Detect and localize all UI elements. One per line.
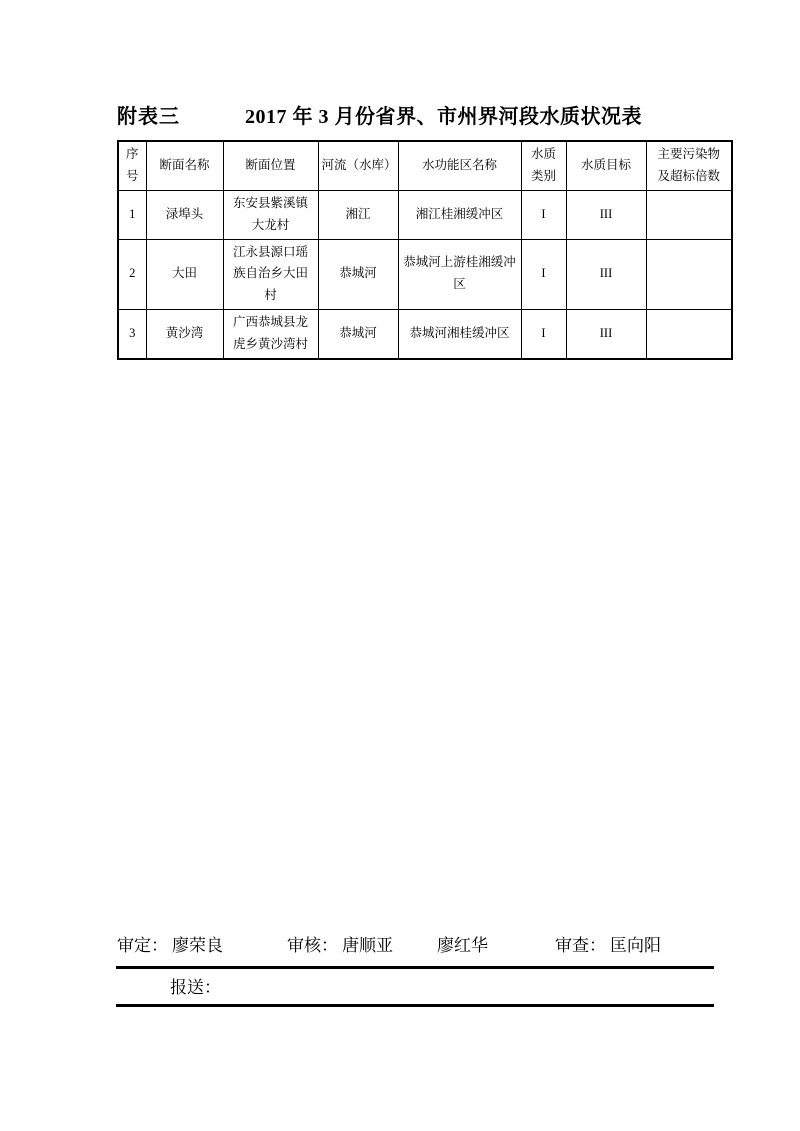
table-row	[118, 310, 732, 359]
report-to-row	[170, 973, 221, 998]
divider-line-bottom	[116, 1004, 714, 1007]
cell-serial: 2	[118, 239, 146, 310]
signature-row	[117, 931, 731, 955]
cell-water-target: III	[566, 239, 646, 310]
approver-shencha	[555, 931, 661, 956]
approver-name: 匡向阳	[610, 936, 661, 955]
table-row	[118, 239, 732, 310]
col-header-section-name: 断面名称	[146, 141, 223, 190]
cell-water-target: III	[566, 310, 646, 359]
table-row	[118, 190, 732, 239]
col-header-section-location: 断面位置	[223, 141, 318, 190]
report-to-label: 报送：	[170, 978, 221, 997]
approver-label: 审核：	[287, 936, 338, 955]
cell-section-location: 东安县紫溪镇大龙村	[223, 190, 318, 239]
col-header-water-target: 水质目标	[566, 141, 646, 190]
divider-line-top	[116, 966, 714, 969]
cell-section-name: 黄沙湾	[146, 310, 223, 359]
cell-section-location: 江永县源口瑶族自治乡大田村	[223, 239, 318, 310]
approver-name: 廖红华	[437, 936, 488, 955]
cell-water-class: I	[521, 239, 566, 310]
cell-pollutants	[646, 310, 732, 359]
approver-name: 唐顺亚	[342, 936, 393, 955]
approver-shenhe-second	[433, 931, 488, 956]
approver-label: 审定：	[117, 936, 168, 955]
cell-pollutants	[646, 190, 732, 239]
table-header-row	[118, 141, 732, 190]
cell-river: 恭城河	[318, 239, 398, 310]
cell-water-target: III	[566, 190, 646, 239]
col-header-river: 河流（水库）	[318, 141, 398, 190]
cell-section-name: 渌埠头	[146, 190, 223, 239]
col-header-pollutants: 主要污染物及超标倍数	[646, 141, 732, 190]
cell-water-class: I	[521, 190, 566, 239]
page-title: 2017 年 3 月份省界、市州界河段水质状况表	[245, 106, 642, 128]
approver-label: 审查：	[555, 936, 606, 955]
appendix-label: 附表三	[117, 106, 180, 128]
cell-water-class: I	[521, 310, 566, 359]
cell-serial: 1	[118, 190, 146, 239]
cell-function-zone: 湘江桂湘缓冲区	[398, 190, 521, 239]
col-header-serial: 序号	[118, 141, 146, 190]
approver-shending	[117, 931, 223, 956]
cell-serial: 3	[118, 310, 146, 359]
cell-section-location: 广西恭城县龙虎乡黄沙湾村	[223, 310, 318, 359]
cell-river: 恭城河	[318, 310, 398, 359]
cell-pollutants	[646, 239, 732, 310]
approver-name: 廖荣良	[172, 936, 223, 955]
cell-section-name: 大田	[146, 239, 223, 310]
water-quality-table	[117, 140, 733, 360]
cell-river: 湘江	[318, 190, 398, 239]
col-header-water-class: 水质类别	[521, 141, 566, 190]
title-row	[117, 100, 731, 130]
cell-function-zone: 恭城河湘桂缓冲区	[398, 310, 521, 359]
cell-function-zone: 恭城河上游桂湘缓冲区	[398, 239, 521, 310]
approver-shenhe	[287, 931, 393, 956]
col-header-function-zone: 水功能区名称	[398, 141, 521, 190]
